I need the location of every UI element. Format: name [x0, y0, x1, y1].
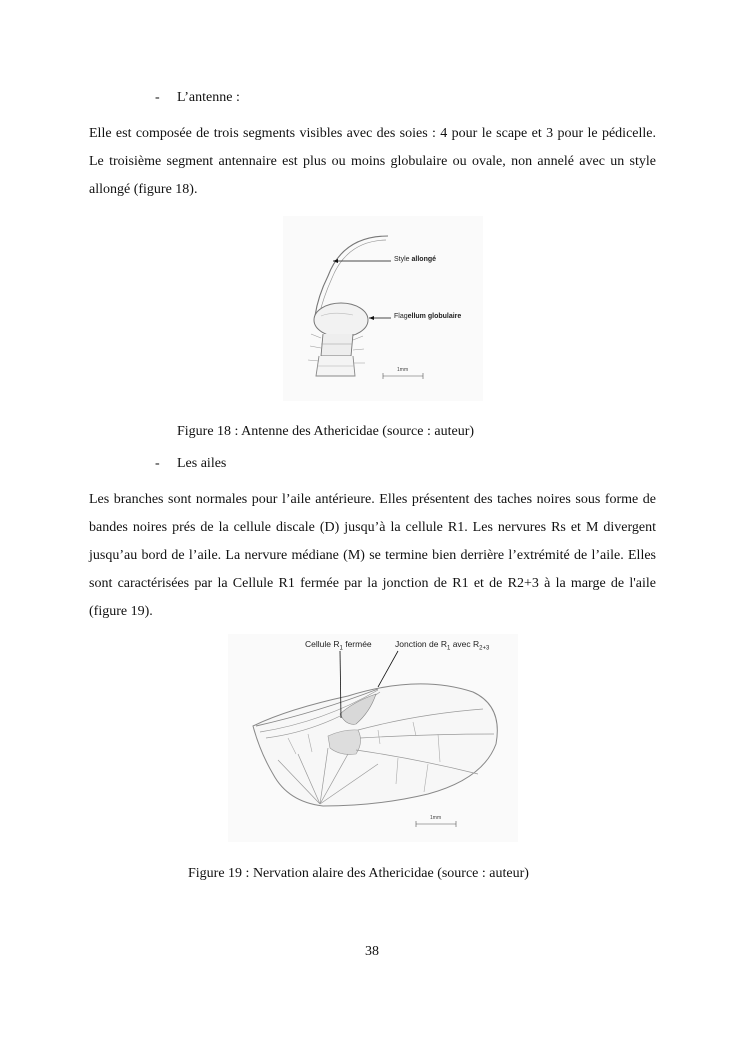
antenna-illustration	[283, 216, 483, 401]
label-cellule-r1	[305, 639, 372, 652]
section-title-antenna: L’antenne :	[177, 90, 240, 105]
section-heading-antenna	[155, 90, 240, 106]
label-style-part1: Style	[394, 256, 410, 263]
label-style-allonge	[394, 256, 436, 263]
label-flagellum-part2: ellum globulaire	[407, 313, 462, 320]
figure-19	[228, 634, 518, 842]
label-junction-sub2: 2+3	[479, 645, 490, 652]
label-style-part2: allongé	[411, 256, 437, 263]
page-number: 38	[365, 944, 379, 959]
bullet-dash: -	[155, 456, 160, 471]
section-title-wings: Les ailes	[177, 456, 227, 471]
label-cell-sub: 1	[339, 645, 343, 652]
paragraph-wings: Les branches sont normales pour l’aile antérieure. Elles présentent des taches noires sous forme de bandes noires prés de la cellule discale (D) jusqu’à la cellule R1. Les nervures Rs et M divergent jusqu’au bord de l’aile. La nervure médiane (M) se termine bien derrière l’extrémité de l’aile. Elles sont caractérisées par la Cellule R1 fermée par la jonction de R1 et de R2+3 à la marge de l'aile (figure 19).	[89, 492, 656, 619]
figure-19-caption: Figure 19 : Nervation alaire des Athericidae (source : auteur)	[188, 866, 529, 881]
label-junction-part1: Jonction de R	[395, 639, 447, 649]
figure-18-caption: Figure 18 : Antenne des Athericidae (source : auteur)	[177, 424, 475, 439]
scale-label-fig19: 1mm	[430, 815, 442, 821]
section-heading-wings	[155, 456, 226, 472]
label-cell-part1: Cellule R	[305, 639, 340, 649]
label-cell-part2: fermée	[342, 639, 372, 649]
figure-18	[283, 216, 483, 401]
label-jonction	[395, 639, 489, 652]
wing-illustration	[228, 634, 518, 842]
label-flagellum	[394, 313, 461, 320]
label-junction-sub1: 1	[446, 645, 451, 652]
bullet-dash: -	[155, 90, 160, 105]
scale-label-fig18: 1mm	[397, 367, 409, 373]
label-junction-part2: avec R	[450, 639, 480, 649]
paragraph-antenna: Elle est composée de trois segments visibles avec des soies : 4 pour le scape et 3 pour le pédicelle. Le troisième segment antennaire est plus ou moins globulaire ou ovale, non annelé avec un style allongé (figure 18).	[89, 126, 656, 197]
label-flagellum-part1: Flag	[394, 313, 408, 320]
